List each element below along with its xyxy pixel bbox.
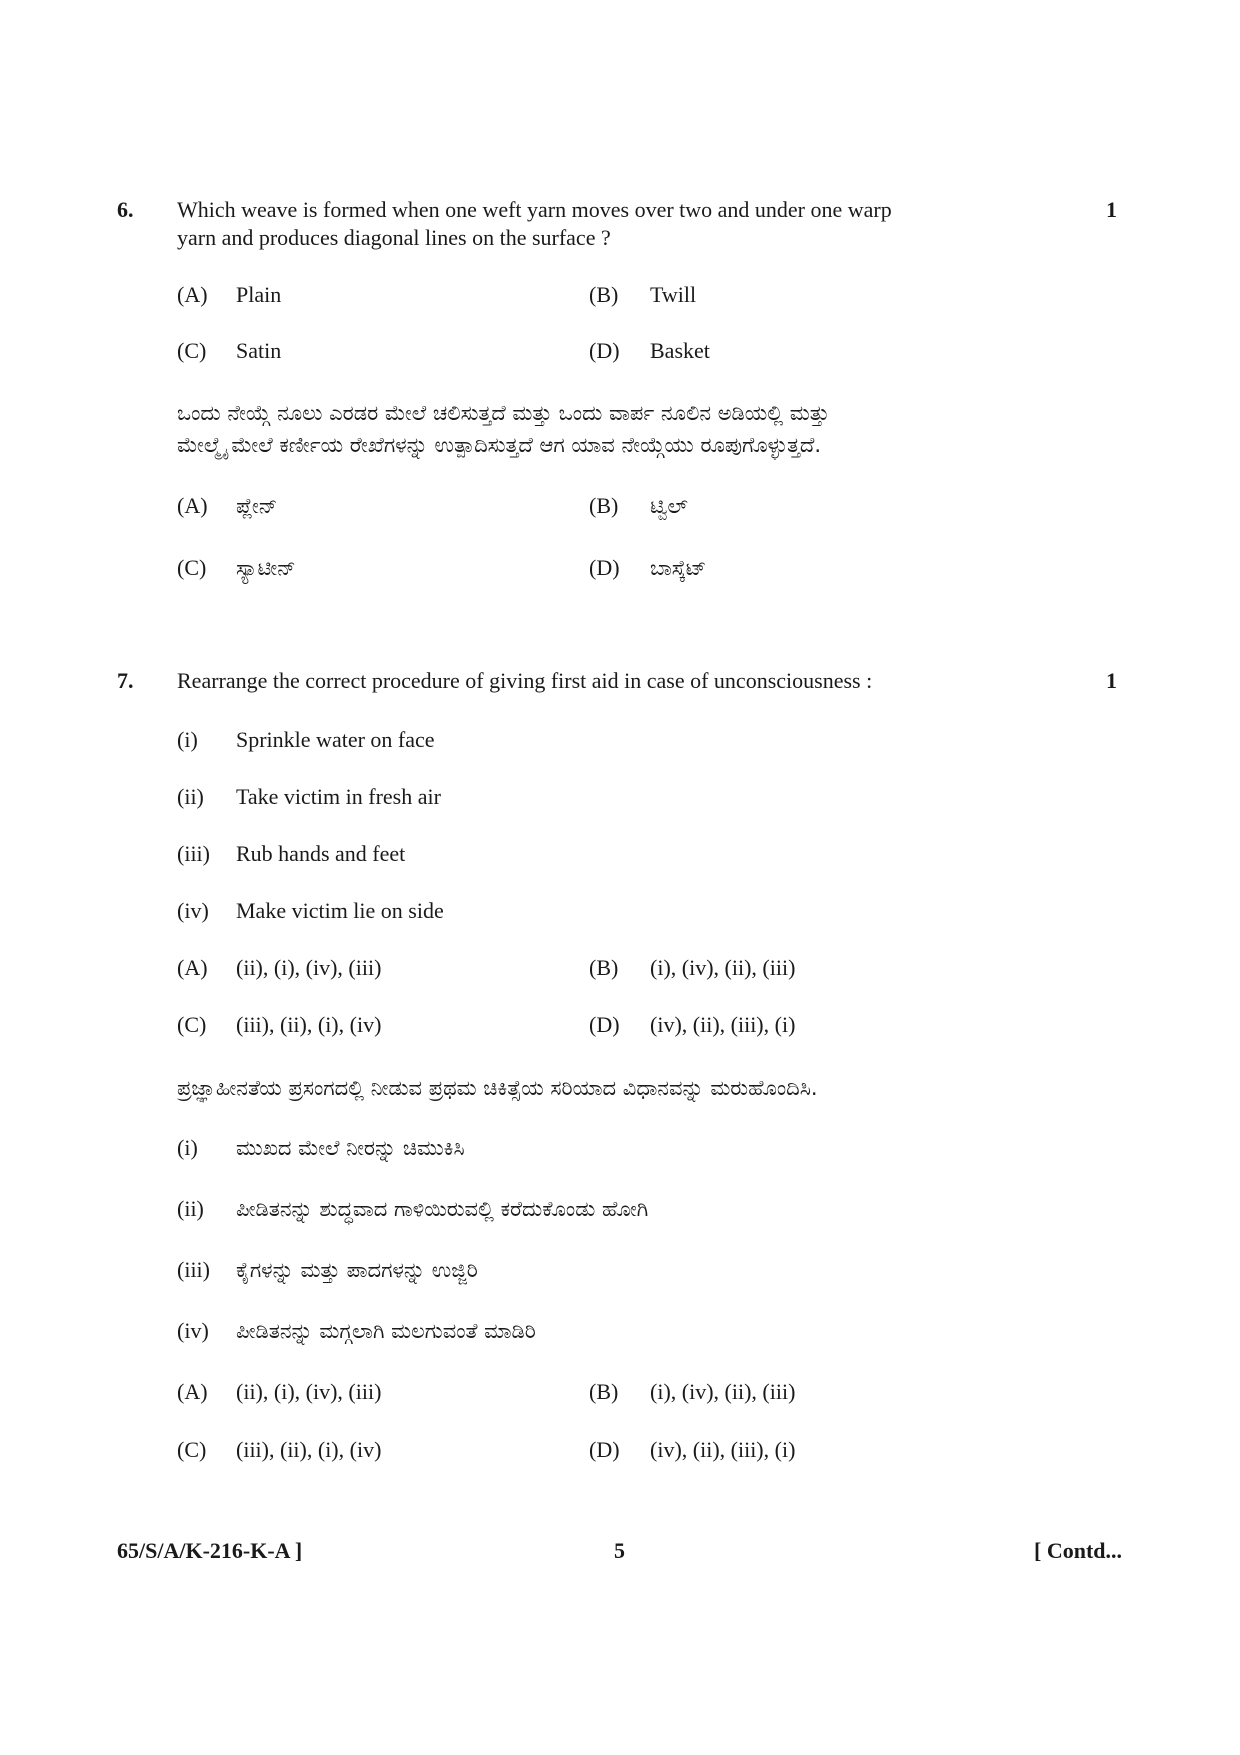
question-text-kannada: ಪ್ರಜ್ಞಾಹೀನತೆಯ ಪ್ರಸಂಗದಲ್ಲಿ ನೀಡುವ ಪ್ರಥಮ ಚಿಕಿತ್ಸೆಯ ಸರಿಯಾದ ವಿಧಾನವನ್ನು ಮರುಹೊಂದಿಸಿ. bbox=[177, 1076, 818, 1100]
marks: 1 bbox=[1106, 668, 1117, 693]
question-text: yarn and produces diagonal lines on the surface ? bbox=[177, 225, 611, 250]
option-text: (ii), (i), (iv), (iii) bbox=[236, 1379, 382, 1404]
step-label: (i) bbox=[177, 1135, 198, 1160]
question-number: 6. bbox=[117, 197, 134, 222]
page-number: 5 bbox=[614, 1538, 625, 1563]
step-text: Sprinkle water on face bbox=[236, 727, 435, 752]
question-text: Which weave is formed when one weft yarn moves over two and under one warp bbox=[177, 197, 892, 222]
option-text-kannada: ಪ್ಲೇನ್ bbox=[236, 494, 278, 518]
option-label: (A) bbox=[177, 282, 208, 307]
option-text: (iv), (ii), (iii), (i) bbox=[650, 1012, 796, 1037]
option-label: (B) bbox=[589, 493, 619, 518]
option-label: (A) bbox=[177, 493, 208, 518]
option-label: (B) bbox=[589, 955, 619, 980]
question-text-kannada: ಮೇಲ್ಮೈ ಮೇಲೆ ಕರ್ಣೀಯ ರೇಖೆಗಳನ್ನು ಉತ್ಪಾದಿಸುತ್ತದೆ ಆಗ ಯಾವ ನೇಯ್ಗೆಯು ರೂಪುಗೊಳ್ಳುತ್ತದೆ. bbox=[177, 433, 822, 457]
question-text-kannada: ಒಂದು ನೇಯ್ಗೆ ನೂಲು ಎರಡರ ಮೇಲೆ ಚಲಿಸುತ್ತದೆ ಮತ್ತು ಒಂದು ವಾರ್ಪ ನೂಲಿನ ಅಡಿಯಲ್ಲಿ ಮತ್ತು bbox=[177, 401, 830, 425]
option-text: Satin bbox=[236, 338, 282, 363]
question-text: Rearrange the correct procedure of giving first aid in case of unconsciousness : bbox=[177, 668, 873, 693]
option-text-kannada: ಟ್ವಿಲ್ bbox=[650, 494, 688, 518]
option-text-kannada: ಸ್ಯಾಟೀನ್ bbox=[236, 556, 296, 580]
step-text-kannada: ಕೈಗಳನ್ನು ಮತ್ತು ಪಾದಗಳನ್ನು ಉಜ್ಜಿರಿ bbox=[236, 1258, 478, 1282]
step-label: (i) bbox=[177, 727, 198, 752]
step-label: (iii) bbox=[177, 1257, 210, 1282]
step-text: Make victim lie on side bbox=[236, 898, 444, 923]
option-text: Plain bbox=[236, 282, 282, 307]
step-label: (iii) bbox=[177, 841, 210, 866]
marks: 1 bbox=[1106, 197, 1117, 222]
step-text: Take victim in fresh air bbox=[236, 784, 441, 809]
option-text: (i), (iv), (ii), (iii) bbox=[650, 1379, 796, 1404]
option-text: (ii), (i), (iv), (iii) bbox=[236, 955, 382, 980]
option-text: (iii), (ii), (i), (iv) bbox=[236, 1012, 382, 1037]
question-number: 7. bbox=[117, 668, 134, 693]
continued-label: [ Contd... bbox=[1034, 1538, 1123, 1563]
option-text: (iv), (ii), (iii), (i) bbox=[650, 1437, 796, 1462]
step-label: (iv) bbox=[177, 898, 209, 923]
option-label: (A) bbox=[177, 1379, 208, 1404]
step-text-kannada: ಪೀಡಿತನನ್ನು ಮಗ್ಗಲಾಗಿ ಮಲಗುವಂತೆ ಮಾಡಿರಿ bbox=[236, 1319, 536, 1343]
option-text: Twill bbox=[650, 282, 697, 307]
option-text: (iii), (ii), (i), (iv) bbox=[236, 1437, 382, 1462]
step-label: (ii) bbox=[177, 1196, 204, 1221]
option-label: (B) bbox=[589, 282, 619, 307]
option-label: (C) bbox=[177, 555, 207, 580]
step-label: (ii) bbox=[177, 784, 204, 809]
step-label: (iv) bbox=[177, 1318, 209, 1343]
paper-code: 65/S/A/K-216-K-A ] bbox=[117, 1538, 303, 1563]
option-label: (D) bbox=[589, 338, 620, 363]
step-text-kannada: ಮುಖದ ಮೇಲೆ ನೀರನ್ನು ಚಿಮುಕಿಸಿ bbox=[236, 1136, 465, 1160]
step-text: Rub hands and feet bbox=[236, 841, 406, 866]
option-label: (B) bbox=[589, 1379, 619, 1404]
option-text-kannada: ಬಾಸ್ಕೆಟ್ bbox=[650, 556, 707, 580]
step-text-kannada: ಪೀಡಿತನನ್ನು ಶುದ್ಧವಾದ ಗಾಳಿಯಿರುವಲ್ಲಿ ಕರೆದುಕೊಂಡು ಹೋಗಿ bbox=[236, 1197, 649, 1221]
option-label: (C) bbox=[177, 1012, 207, 1037]
option-text: Basket bbox=[650, 338, 710, 363]
option-label: (C) bbox=[177, 1437, 207, 1462]
option-label: (D) bbox=[589, 555, 620, 580]
option-label: (A) bbox=[177, 955, 208, 980]
option-label: (C) bbox=[177, 338, 207, 363]
option-label: (D) bbox=[589, 1437, 620, 1462]
option-label: (D) bbox=[589, 1012, 620, 1037]
option-text: (i), (iv), (ii), (iii) bbox=[650, 955, 796, 980]
